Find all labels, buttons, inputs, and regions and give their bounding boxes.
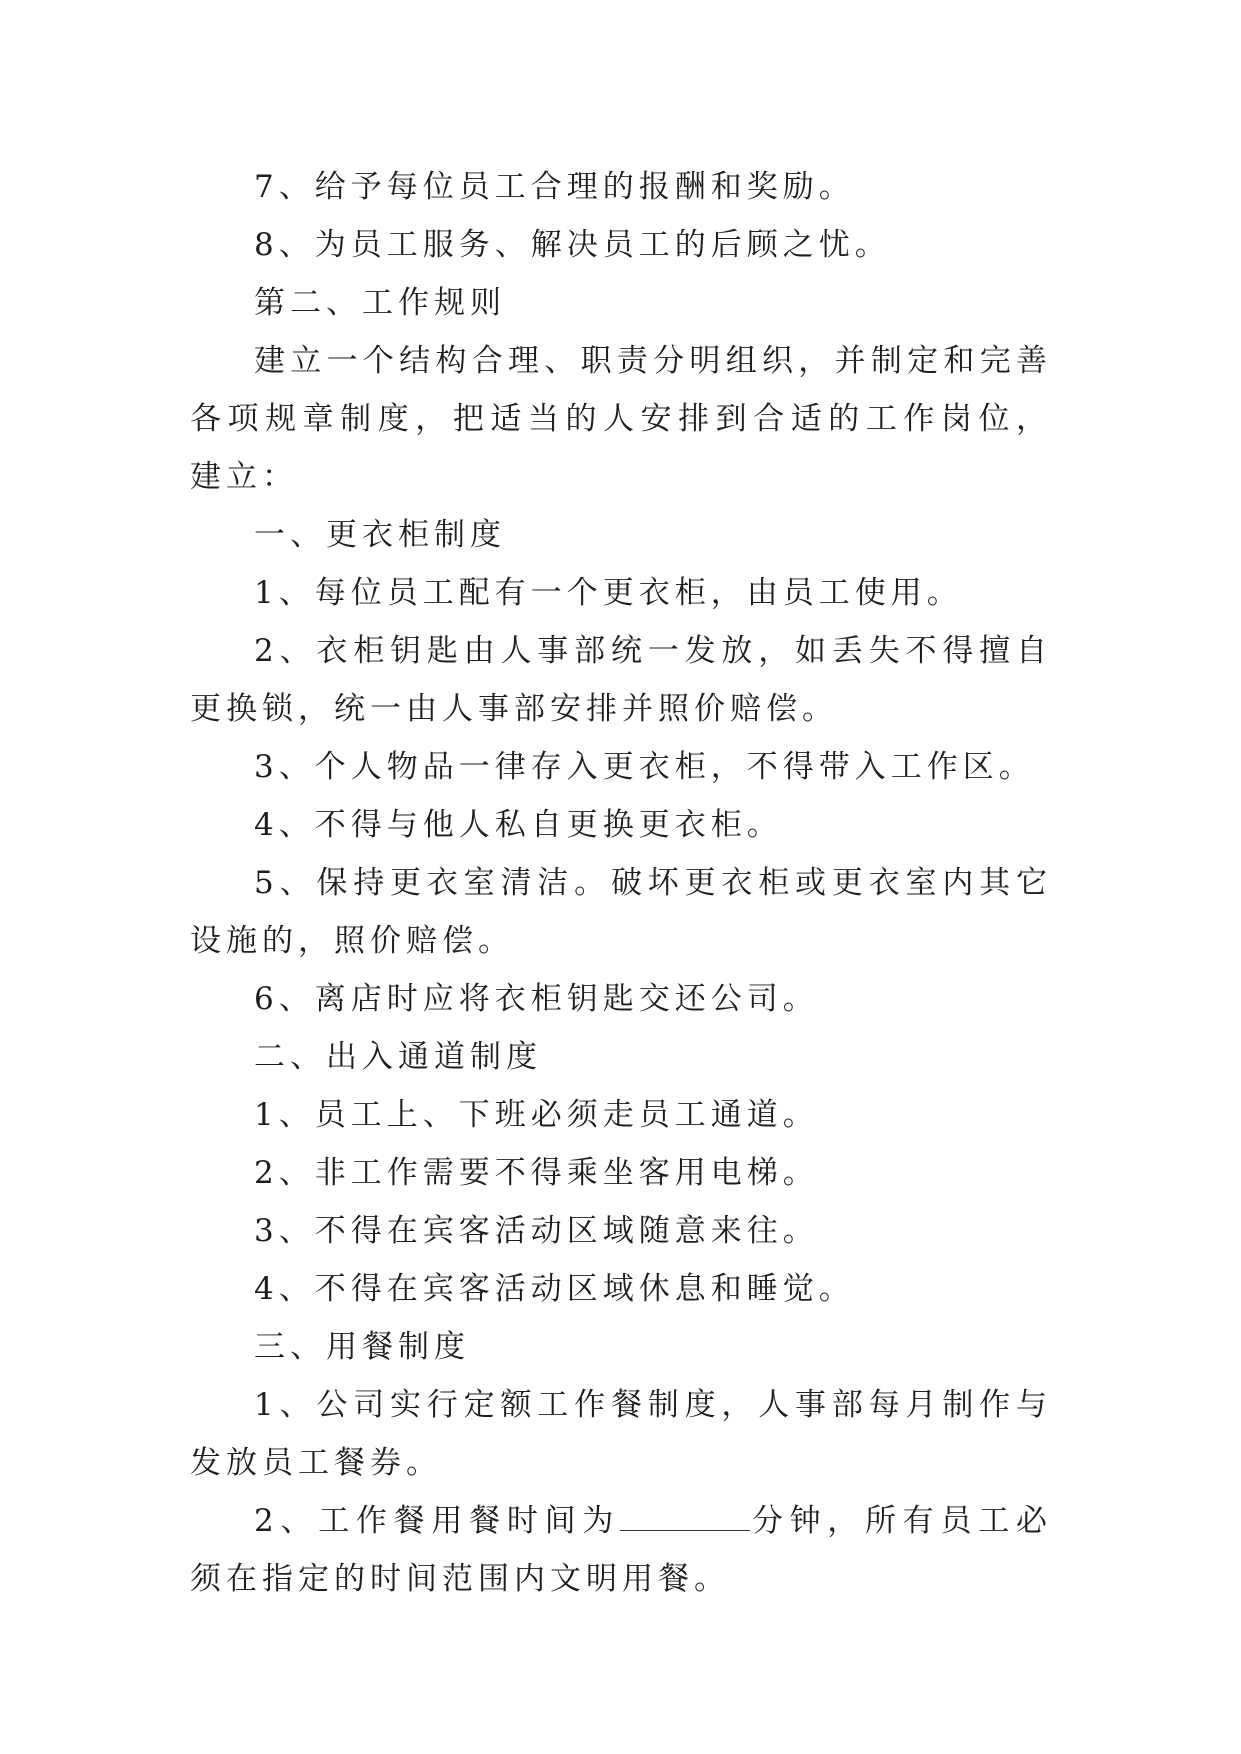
- paragraph: 1、公司实行定额工作餐制度，人事部每月制作与发放员工餐券。: [190, 1387, 1052, 1481]
- paragraph: 3、个人物品一律存入更衣柜，不得带入工作区。: [254, 749, 1035, 785]
- section-heading: 二、出入通道制度: [254, 1039, 542, 1075]
- paragraph: 6、离店时应将衣柜钥匙交还公司。: [254, 981, 819, 1017]
- paragraph-text-before-blank: 2、工作餐用餐时间为: [254, 1503, 621, 1539]
- section-heading: 三、用餐制度: [254, 1329, 470, 1365]
- section-heading: 一、更衣柜制度: [254, 517, 506, 553]
- paragraph: 7、给予每位员工合理的报酬和奖励。: [254, 169, 855, 205]
- paragraph: 1、每位员工配有一个更衣柜，由员工使用。: [254, 575, 963, 611]
- paragraph: 1、员工上、下班必须走员工通道。: [254, 1097, 819, 1133]
- paragraph: 4、不得在宾客活动区域休息和睡觉。: [254, 1271, 855, 1307]
- paragraph-text-after-blank: 分钟，所有员工必须在指定的时间范围内文明用餐。: [190, 1503, 1052, 1597]
- paragraph: 4、不得与他人私自更换更衣柜。: [254, 807, 783, 843]
- paragraph: 3、不得在宾客活动区域随意来往。: [254, 1213, 819, 1249]
- document-body: [190, 158, 1052, 1608]
- paragraph: 5、保持更衣室清洁。破坏更衣柜或更衣室内其它设施的，照价赔偿。: [190, 865, 1052, 959]
- section-heading: 第二、工作规则: [254, 285, 506, 321]
- paragraph: 2、衣柜钥匙由人事部统一发放，如丢失不得擅自更换锁，统一由人事部安排并照价赔偿。: [190, 633, 1052, 727]
- paragraph: 8、为员工服务、解决员工的后顾之忧。: [254, 227, 891, 263]
- fill-in-blank: [620, 1504, 750, 1531]
- paragraph: 2、非工作需要不得乘坐客用电梯。: [254, 1155, 819, 1191]
- paragraph: 建立一个结构合理、职责分明组织，并制定和完善各项规章制度，把适当的人安排到合适的工作岗位，建立：: [190, 343, 1052, 495]
- paragraph-with-blank: [190, 1492, 1052, 1608]
